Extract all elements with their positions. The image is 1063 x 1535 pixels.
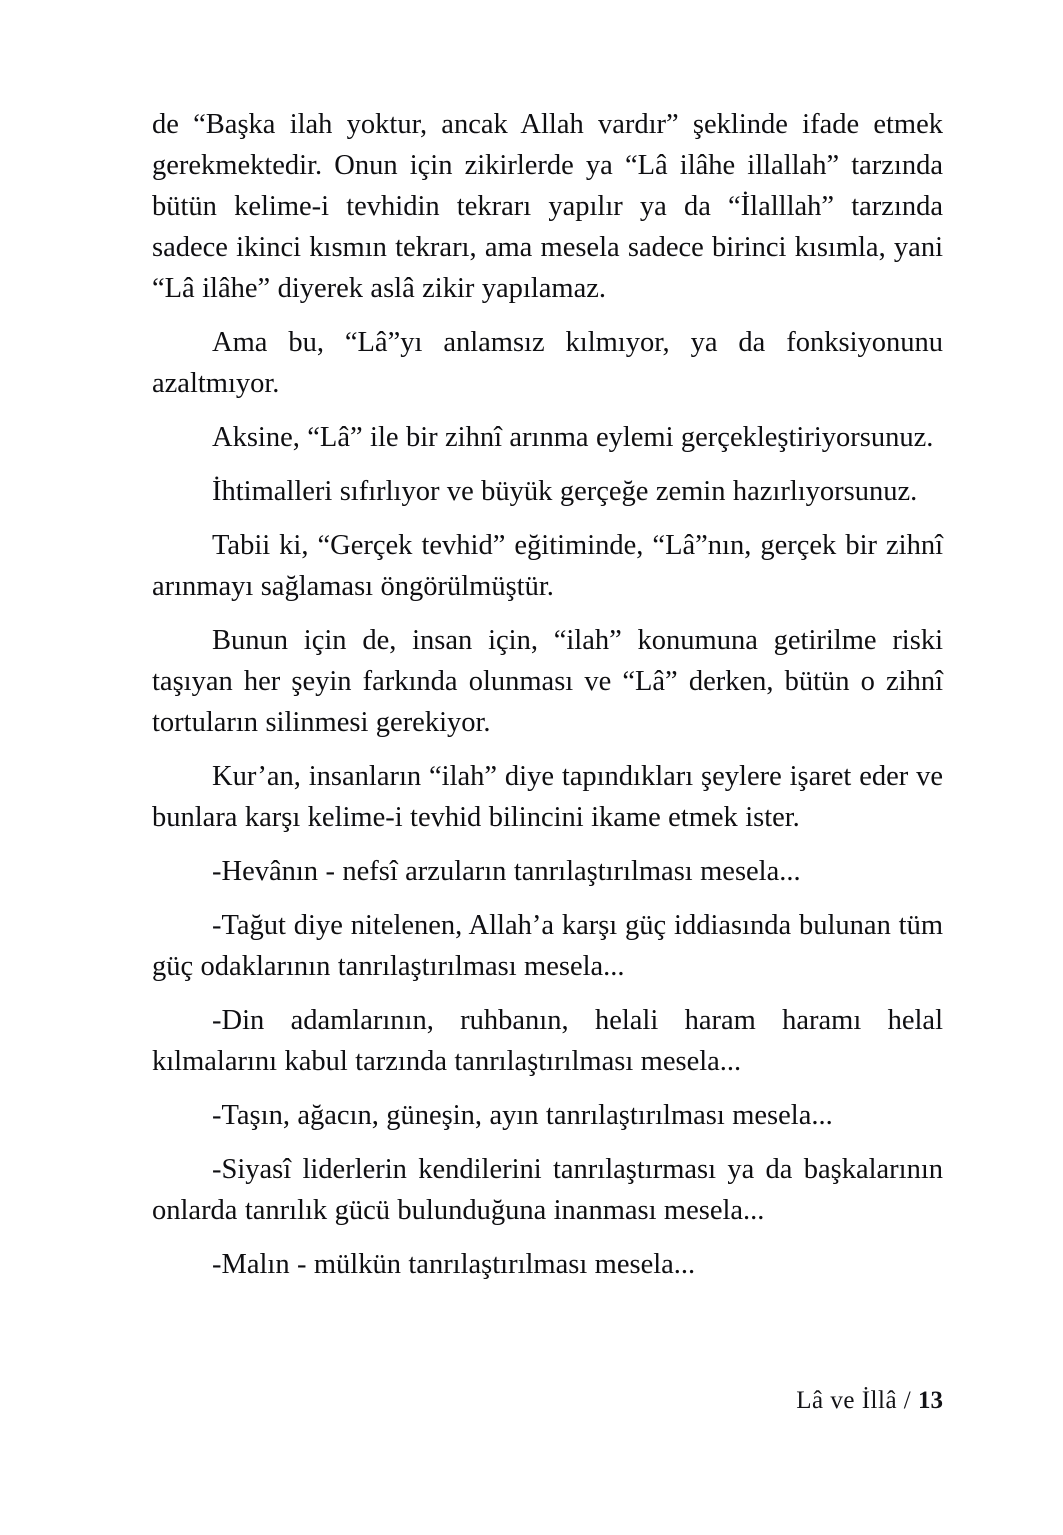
paragraph-item-hevanin: -Hevânın - nefsî arzuların tanrılaştırılması mesela... — [212, 856, 801, 887]
paragraph-item-malin-mulkun: -Malın - mülkün tanrılaştırılması mesela... — [212, 1249, 696, 1280]
footer-separator: / — [903, 1387, 912, 1414]
paragraph-item-tagut: -Tağut diye nitelenen, Allah’a karşı güç iddiasında bulunan tüm güç odaklarının tanrılaştırılması mesela... — [152, 910, 943, 982]
paragraph-bunun-icin-de: Bunun için de, insan için, “ilah” konumuna getirilme riski taşıyan her şeyin farkında olunması ve “Lâ” derken, bütün o zihnî tortuların silinmesi gerekiyor. — [152, 625, 943, 738]
footer-running-title: Lâ ve İllâ — [796, 1387, 898, 1414]
paragraph-tabii-ki: Tabii ki, “Gerçek tevhid” eğitiminde, “Lâ”nın, gerçek bir zihnî arınmayı sağlaması öngörülmüştür. — [152, 530, 943, 602]
page-footer — [152, 1386, 943, 1416]
page-text-block — [152, 104, 943, 1285]
paragraph-item-tasin: -Taşın, ağacın, güneşin, ayın tanrılaştırılması mesela... — [212, 1100, 833, 1131]
paragraph-ihtimalleri: İhtimalleri sıfırlıyor ve büyük gerçeğe zemin hazırlıyorsunuz. — [212, 476, 918, 507]
paragraph-continuation: de “Başka ilah yoktur, ancak Allah vardır” şeklinde ifade etmek gerekmektedir. Onun için zikirlerde ya “Lâ ilâhe illallah” tarzında bütün kelime-i tevhidin tekrarı yapılır ya da “İlalllah” tarzında sadece ikinci kısmın tekrarı, ama mesela sadece birinci kısımla, yani “Lâ ilâhe” diyerek aslâ zikir yapılamaz. — [152, 109, 943, 304]
paragraph-ama-bu: Ama bu, “Lâ”yı anlamsız kılmıyor, ya da fonksiyonunu azaltmıyor. — [152, 327, 943, 399]
footer-page-number: 13 — [918, 1387, 943, 1414]
paragraph-kuran: Kur’an, insanların “ilah” diye tapındıkları şeylere işaret eder ve bunlara karşı kelime-i tevhid bilincini ikame etmek ister. — [152, 761, 943, 833]
paragraph-item-din-adamlari: -Din adamlarının, ruhbanın, helali haram haramı helal kılmalarını kabul tarzında tanrılaştırılması mesela... — [152, 1005, 943, 1077]
paragraph-aksine: Aksine, “Lâ” ile bir zihnî arınma eylemi gerçekleştiriyorsunuz. — [212, 422, 934, 453]
paragraph-item-siyasi-liderler: -Siyasî liderlerin kendilerini tanrılaştırması ya da başkalarının onlarda tanrılık gücü bulunduğuna inanması mesela... — [152, 1154, 943, 1226]
